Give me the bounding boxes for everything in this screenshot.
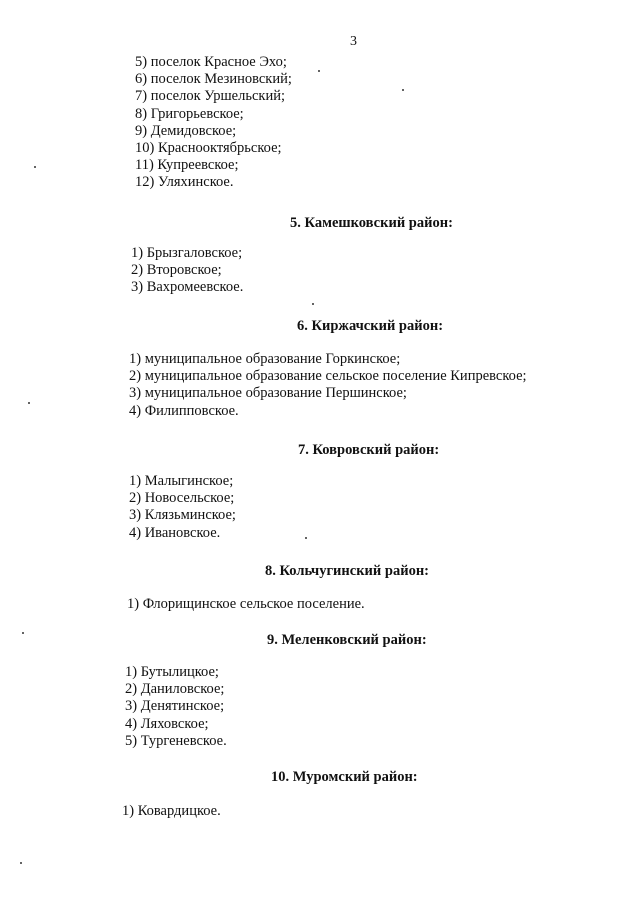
section-heading-kolchuginsky: 8. Кольчугинский район: [265,563,429,579]
list-item: 5) поселок Красное Эхо; [135,54,287,70]
list-item: 11) Купреевское; [135,157,239,174]
section-list-muromsky [122,803,221,820]
list-item: 1) Бутылицкое; [125,664,219,680]
list-item: 12) Уляхинское. [135,174,234,191]
list-item: 4) Ляховское; [125,715,209,732]
section-list-melenkovsky [125,664,227,750]
list-item: 1) Флорищинское сельское поселение. [127,596,365,612]
section-heading-kovrovsky: 7. Ковровский район: [298,442,440,458]
section-heading-melenkovsky: 9. Меленковский район: [267,632,427,648]
list-item: 9) Демидовское; [135,122,237,139]
list-item: 2) Даниловское; [125,681,225,698]
scan-speck [22,632,24,634]
list-item: 3) Клязьминское; [129,507,236,524]
list-item: 6) поселок Мезиновский; [135,71,292,88]
list-item: 2) Новосельское; [129,490,235,507]
scan-speck [312,303,314,305]
intro-list [135,54,292,192]
section-heading-kameshkovsky: 5. Камешковский район: [290,215,453,231]
section-list-kameshkovsky [131,245,243,297]
list-item: 4) Ивановское. [129,524,221,541]
list-item: 1) Ковардицкое. [122,803,221,819]
scan-speck [318,70,320,72]
list-item: 1) Брызгаловское; [131,245,243,261]
list-item: 2) Второвское; [131,262,222,279]
list-item: 5) Тургеневское. [125,732,227,749]
scan-speck [305,537,307,539]
section-heading-kirzhachsky: 6. Киржачский район: [297,318,444,334]
page-number: 3 [350,34,357,49]
section-heading-muromsky: 10. Муромский район: [271,769,418,785]
section-list-kirzhachsky [129,351,527,420]
list-item: 3) муниципальное образование Першинское; [129,385,407,402]
list-item: 1) муниципальное образование Горкинское; [129,351,401,367]
list-item: 4) Филипповское. [129,402,239,419]
scan-speck [20,862,22,864]
list-item: 3) Денятинское; [125,698,225,715]
section-list-kovrovsky [129,473,236,542]
scan-speck [28,402,30,404]
list-item: 2) муниципальное образование сельское поселение Кипревское; [129,368,527,385]
list-item: 1) Малыгинское; [129,473,234,489]
scan-speck [402,89,404,91]
list-item: 3) Вахромеевское. [131,279,244,296]
list-item: 7) поселок Уршельский; [135,88,285,105]
scan-speck [34,166,36,168]
section-list-kolchuginsky [127,596,365,613]
list-item: 8) Григорьевское; [135,105,244,122]
list-item: 10) Краснооктябрьское; [135,140,282,157]
